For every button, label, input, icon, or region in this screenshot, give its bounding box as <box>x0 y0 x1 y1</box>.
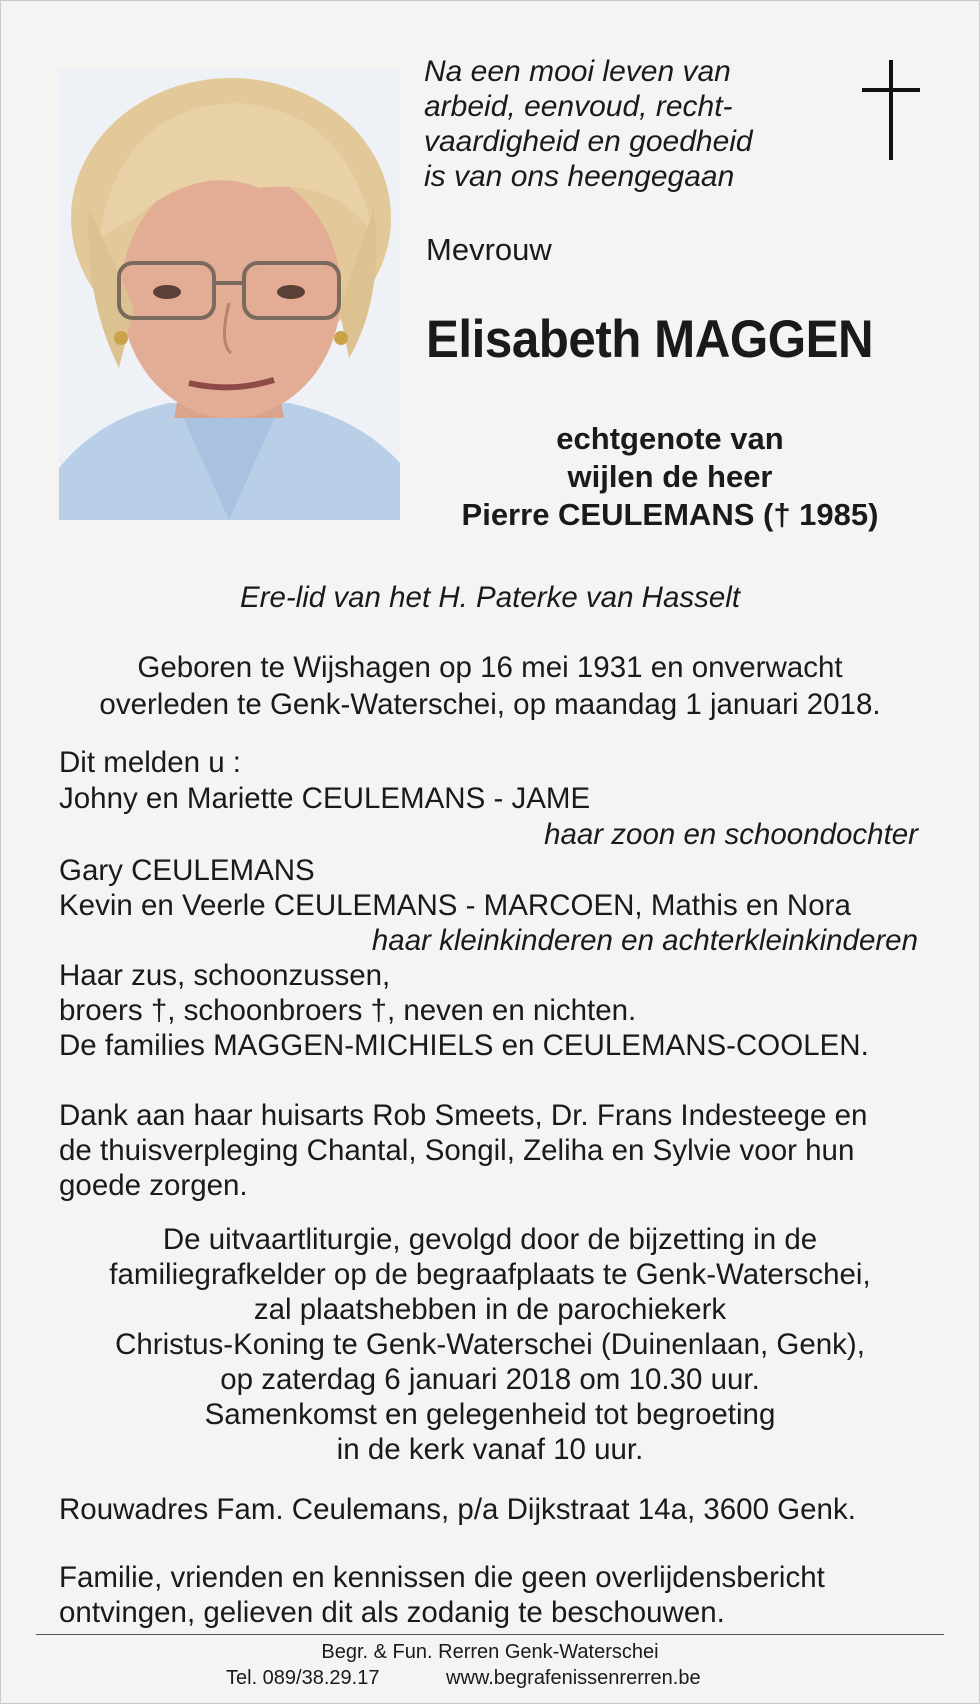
family-others-line: De families MAGGEN-MICHIELS en CEULEMANS-COOLEN. <box>59 1029 869 1062</box>
family-grandchild-1: Gary CEULEMANS <box>59 854 315 887</box>
honorary-membership: Ere-lid van het H. Paterke van Hasselt <box>239 581 741 614</box>
thanks-line: Dank aan haar huisarts Rob Smeets, Dr. Frans Indesteege en <box>59 1099 868 1132</box>
funeral-line: op zaterdag 6 januari 2018 om 10.30 uur. <box>220 1363 760 1396</box>
thanks-line: goede zorgen. <box>59 1169 248 1202</box>
footer-company: Begr. & Fun. Rerren Genk-Waterschei <box>321 1641 659 1663</box>
footer-website[interactable]: www.begrafenissenrerren.be <box>446 1667 701 1689</box>
deceased-name: Elisabeth MAGGEN <box>426 310 874 369</box>
funeral-line: zal plaatshebben in de parochiekerk <box>253 1293 727 1326</box>
death-line: overleden te Genk-Waterschei, op maandag 1 januari 2018. <box>99 688 881 721</box>
announce-intro: Dit melden u : <box>59 746 241 779</box>
family-son-relation: haar zoon en schoondochter <box>544 818 918 851</box>
footer-phone: Tel. 089/38.29.17 <box>226 1667 380 1689</box>
family-grandchildren-relation: haar kleinkinderen en achterkleinkinderen <box>371 924 918 957</box>
footer-divider <box>36 1634 944 1635</box>
funeral-line: De uitvaartliturgie, gevolgd door de bijzetting in de <box>162 1223 818 1256</box>
funeral-line: Christus-Koning te Genk-Waterschei (Duinenlaan, Genk), <box>115 1328 865 1361</box>
portrait-photo <box>59 68 400 520</box>
family-others-line: Haar zus, schoonzussen, <box>59 959 391 992</box>
latin-cross-icon <box>862 60 920 160</box>
thanks-line: de thuisverpleging Chantal, Songil, Zeliha en Sylvie voor hun <box>59 1134 855 1167</box>
honorific-title: Mevrouw <box>426 232 552 267</box>
closing-line: ontvingen, gelieven dit als zodanig te beschouwen. <box>59 1596 725 1629</box>
spouse-text: echtgenote van wijlen de heer Pierre CEULEMANS († 1985) <box>461 421 879 532</box>
family-grandchild-2: Kevin en Veerle CEULEMANS - MARCOEN, Mathis en Nora <box>59 889 851 922</box>
intro-text: Na een mooi leven van arbeid, eenvoud, recht- vaardigheid en goedheid is van ons heengegaan <box>424 55 753 193</box>
closing-line: Familie, vrienden en kennissen die geen overlijdensbericht <box>59 1561 825 1594</box>
funeral-line: Samenkomst en gelegenheid tot begroeting <box>204 1398 776 1431</box>
birth-line: Geboren te Wijshagen op 16 mei 1931 en onverwacht <box>137 651 843 684</box>
funeral-line: in de kerk vanaf 10 uur. <box>336 1433 644 1466</box>
family-son-names: Johny en Mariette CEULEMANS - JAME <box>59 782 591 815</box>
mourning-address: Rouwadres Fam. Ceulemans, p/a Dijkstraat 14a, 3600 Genk. <box>59 1493 856 1526</box>
family-others-line: broers †, schoonbroers †, neven en nichten. <box>59 994 637 1027</box>
funeral-line: familiegrafkelder op de begraafplaats te Genk-Waterschei, <box>109 1258 871 1291</box>
